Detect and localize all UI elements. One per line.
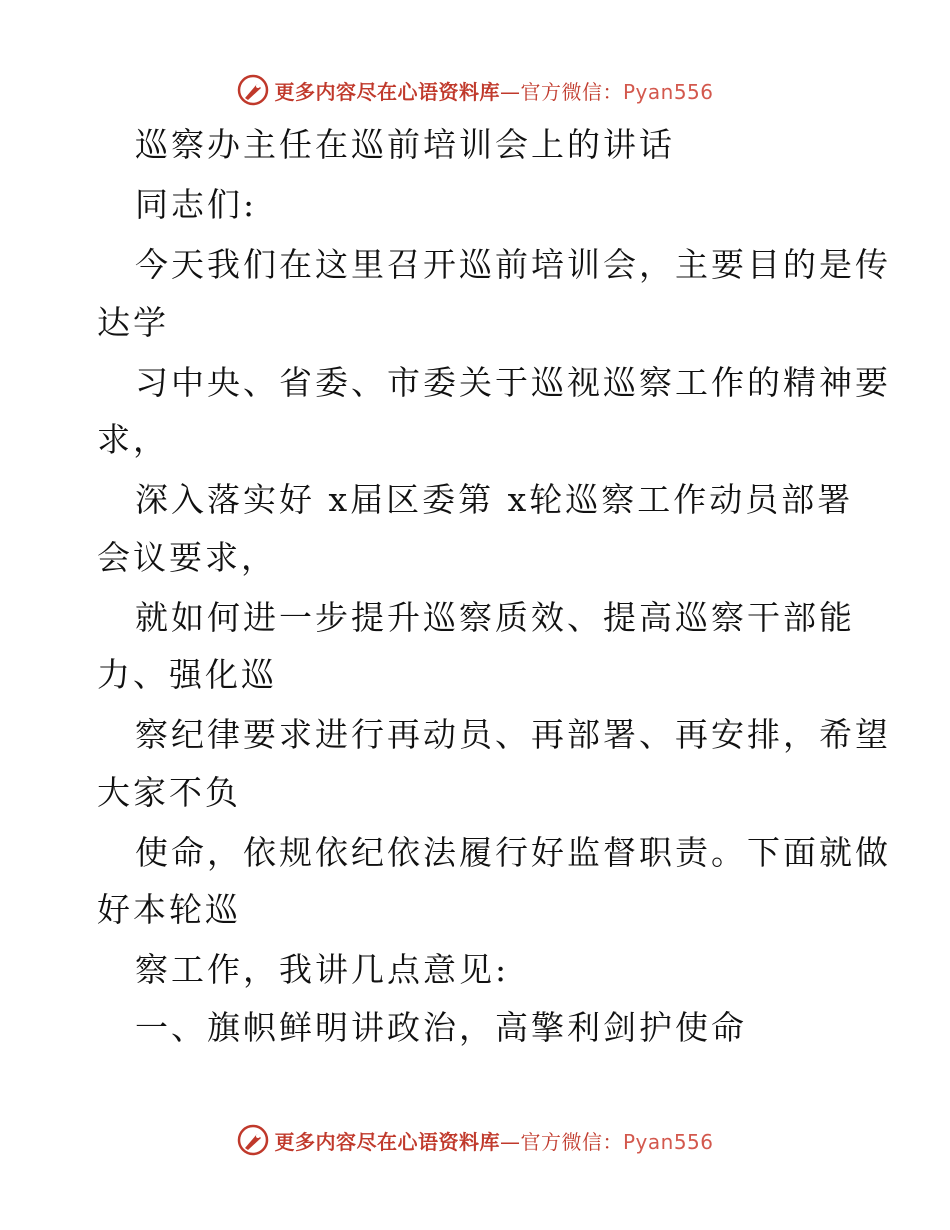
paragraph-line: 达学 (97, 303, 169, 342)
footer-banner-text (274, 1126, 713, 1155)
paragraph-line: 力、强化巡 (97, 655, 277, 694)
document-title: 巡察办主任在巡前培训会上的讲话 (135, 125, 675, 164)
section-heading: 一、旗帜鲜明讲政治，高擎利剑护使命 (135, 1008, 747, 1047)
banner-wechat-id: Pyan556 (622, 79, 714, 104)
paragraph-line: 会议要求， (97, 538, 277, 577)
pen-nib-logo-icon (236, 1123, 270, 1157)
banner-main-text: 更多内容尽在心语资料库 (274, 79, 500, 104)
paragraph-line: 今天我们在这里召开巡前培训会，主要目的是传 (135, 245, 891, 284)
paragraph-line: 察工作，我讲几点意见: (135, 950, 510, 989)
banner-wechat-id: Pyan556 (622, 1129, 714, 1154)
header-banner (0, 70, 950, 110)
paragraph-line: 就如何进一步提升巡察质效、提高巡察干部能 (135, 598, 855, 637)
header-banner-text (274, 76, 713, 105)
banner-suffix-text: 官方微信： (520, 79, 623, 104)
paragraph-line: 求， (97, 420, 169, 459)
paragraph-line: 大家不负 (97, 773, 241, 812)
paragraph-line: 习中央、省委、市委关于巡视巡察工作的精神要 (135, 363, 891, 402)
banner-suffix-text: 官方微信： (520, 1129, 623, 1154)
banner-main-text: 更多内容尽在心语资料库 (274, 1129, 500, 1154)
banner-dash: — (499, 79, 521, 104)
paragraph-line: 察纪律要求进行再动员、再部署、再安排，希望 (135, 715, 891, 754)
footer-banner (0, 1120, 950, 1160)
banner-dash: — (499, 1129, 521, 1154)
paragraph-line: 深入落实好 x届区委第 x轮巡察工作动员部署 (135, 480, 854, 519)
paragraph-line: 好本轮巡 (97, 890, 241, 929)
pen-nib-logo-icon (236, 73, 270, 107)
paragraph-line: 使命，依规依纪依法履行好监督职责。下面就做 (135, 833, 891, 872)
salutation: 同志们: (135, 185, 258, 224)
